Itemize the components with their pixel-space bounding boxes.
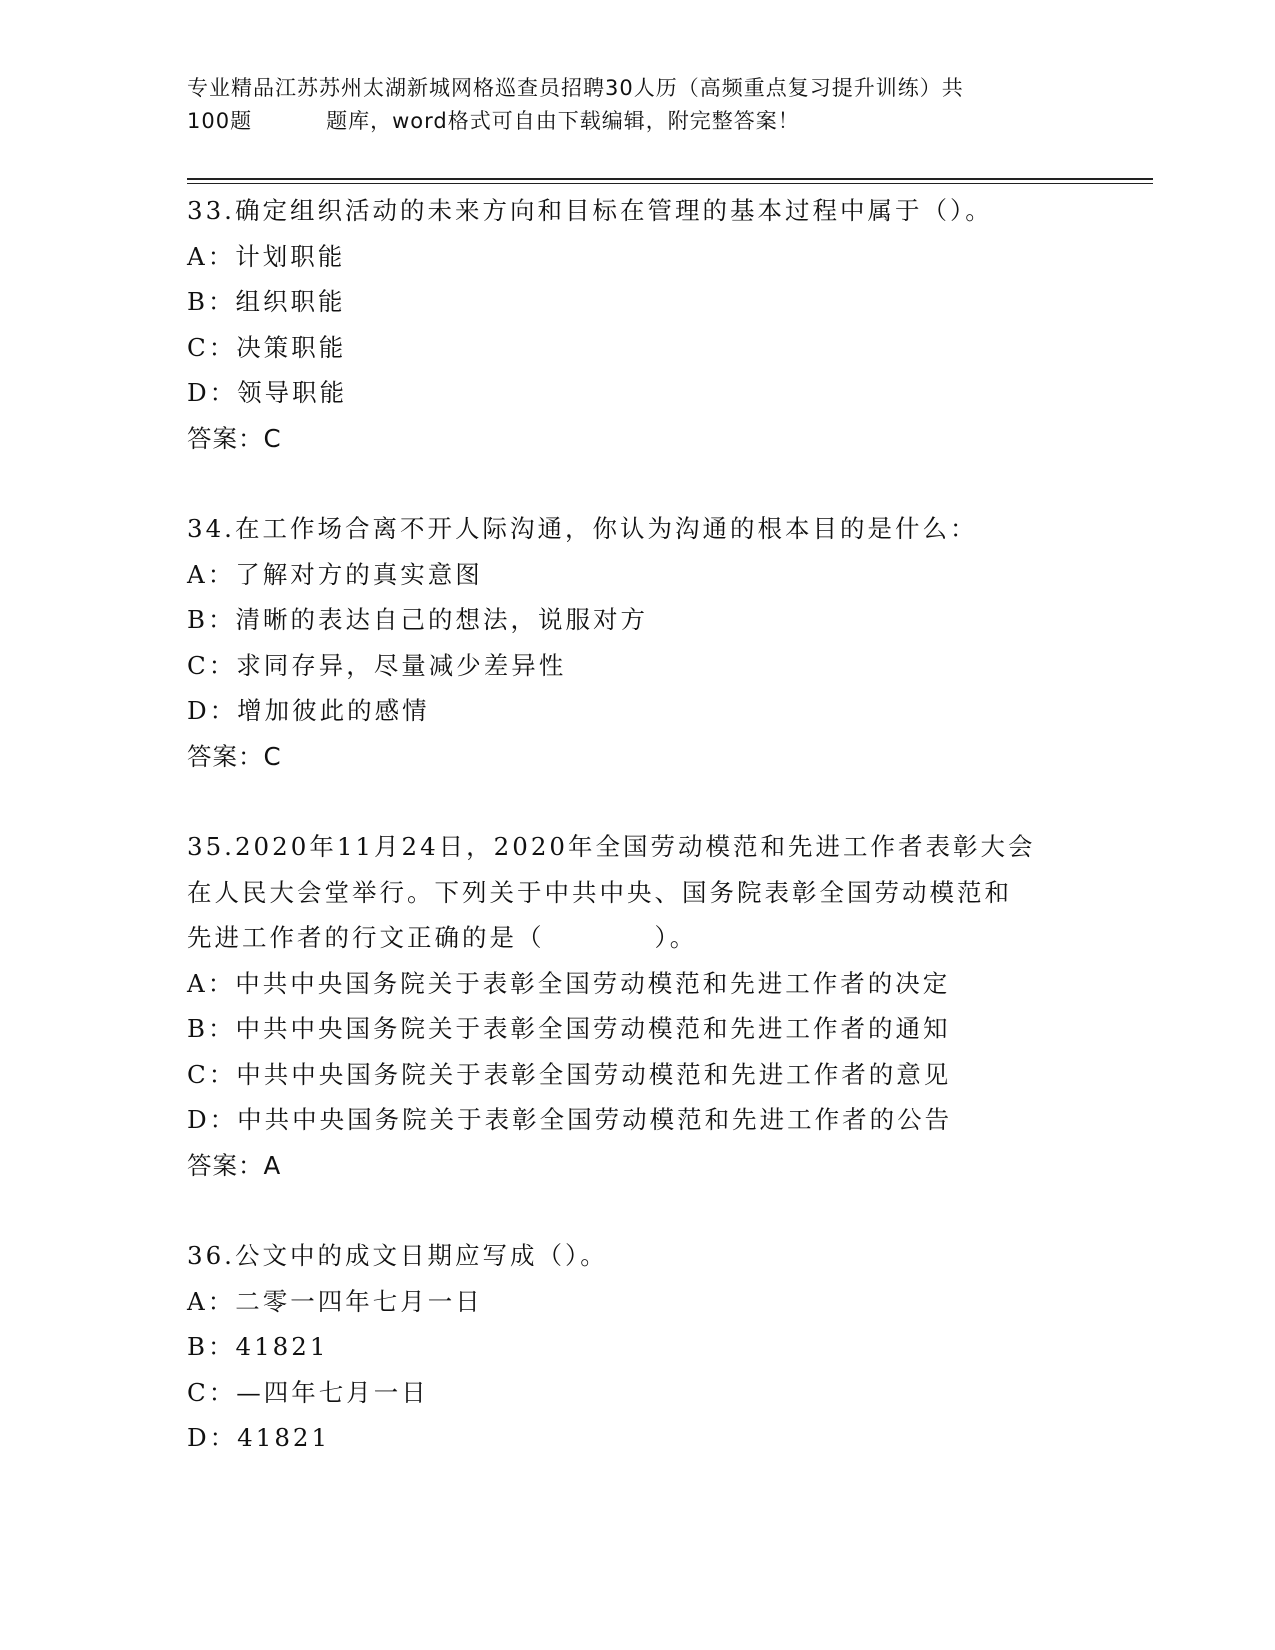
header-line-2-left: 100题	[187, 109, 253, 133]
option-a: A：二零一四年七月一日	[187, 1286, 483, 1316]
question-34	[187, 506, 1087, 779]
header-divider-thick	[187, 178, 1153, 180]
option-b: B：清晰的表达自己的想法，说服对方	[187, 605, 649, 634]
question-stem-line-3-after: ）。	[654, 923, 698, 952]
question-stem-line-1: 35.2020年11月24日，2020年全国劳动模范和先进工作者表彰大会	[187, 832, 1036, 861]
answer-line: 答案：C	[187, 741, 282, 771]
question-list	[187, 188, 1087, 1506]
header-divider-thin	[187, 183, 1153, 184]
option-d: D：中共中央国务院关于表彰全国劳动模范和先进工作者的公告	[187, 1105, 953, 1134]
option-c: C：—四年七月一日	[187, 1377, 429, 1407]
header-line-1: 专业精品江苏苏州太湖新城网格巡查员招聘30人历（高频重点复习提升训练）共	[187, 76, 964, 100]
answer-line: 答案：A	[187, 1150, 282, 1180]
option-b: B：组织职能	[187, 287, 346, 316]
header-line-2-right: 题库，word格式可自由下载编辑，附完整答案！	[326, 109, 800, 133]
option-d: D：增加彼此的感情	[187, 696, 430, 725]
option-a: A：了解对方的真实意图	[187, 559, 483, 589]
answer-line: 答案：C	[187, 423, 282, 453]
document-header	[187, 72, 1087, 138]
question-stem: 36.公文中的成文日期应写成（）。	[187, 1241, 608, 1270]
option-c: C：求同存异，尽量减少差异性	[187, 650, 567, 680]
question-33	[187, 188, 1087, 461]
option-c: C：中共中央国务院关于表彰全国劳动模范和先进工作者的意见	[187, 1059, 952, 1089]
option-c: C：决策职能	[187, 332, 347, 362]
question-stem: 33.确定组织活动的未来方向和目标在管理的基本过程中属于（）。	[187, 196, 993, 225]
question-35	[187, 824, 1087, 1188]
option-b: B：41821	[187, 1332, 329, 1361]
option-a: A：中共中央国务院关于表彰全国劳动模范和先进工作者的决定	[187, 968, 951, 998]
option-d: D：领导职能	[187, 378, 348, 407]
option-a: A：计划职能	[187, 241, 346, 271]
question-stem: 34.在工作场合离不开人际沟通，你认为沟通的根本目的是什么：	[187, 514, 978, 543]
question-stem-line-2: 在人民大会堂举行。下列关于中共中央、国务院表彰全国劳动模范和	[187, 877, 1012, 907]
question-stem-line-3-before: 先进工作者的行文正确的是（	[187, 923, 545, 952]
question-36	[187, 1233, 1087, 1461]
option-b: B：中共中央国务院关于表彰全国劳动模范和先进工作者的通知	[187, 1014, 951, 1043]
question-stem-line-3	[187, 915, 1087, 961]
option-d: D：41821	[187, 1423, 331, 1452]
